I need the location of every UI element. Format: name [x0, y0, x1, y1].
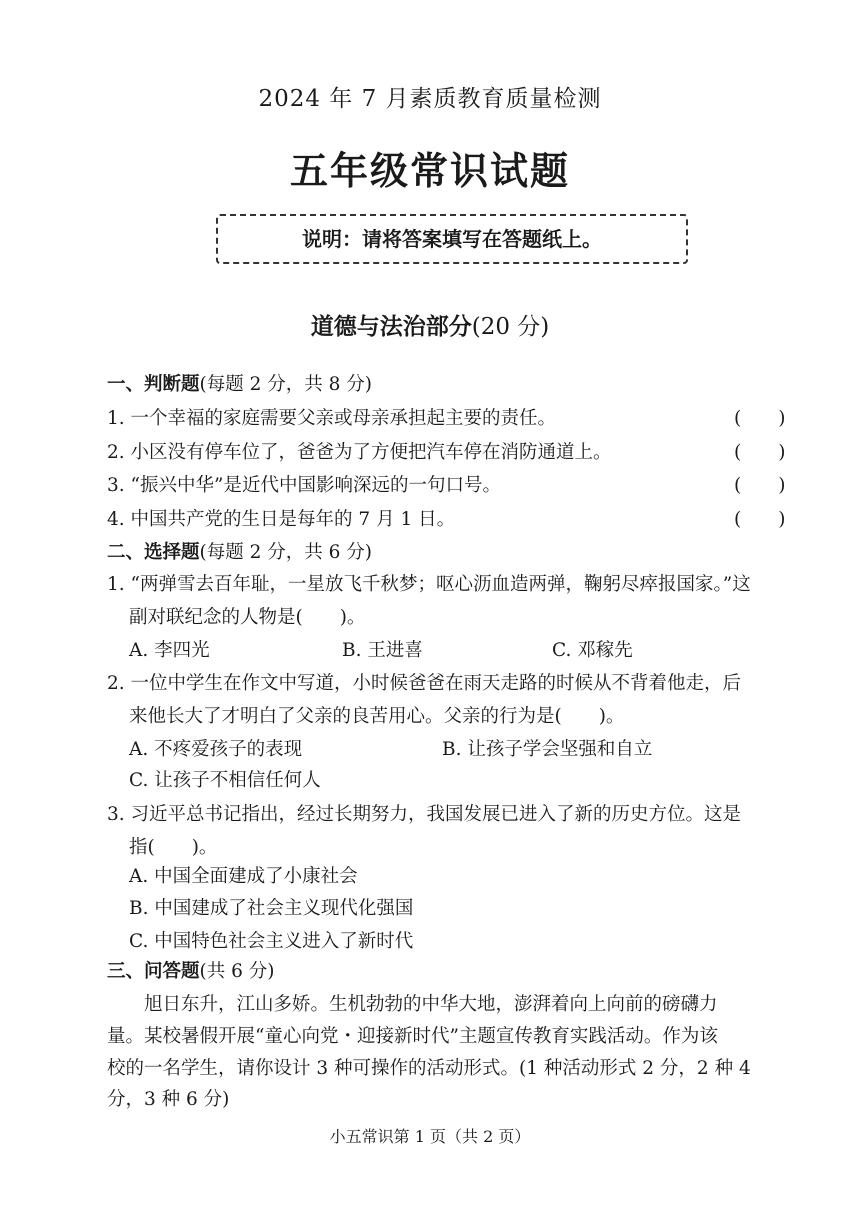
- choice-q3-line2: 指( )。: [129, 837, 218, 858]
- q2-option-a: A. 不疼爱孩子的表现: [129, 739, 303, 760]
- answer-blank-3: ( ): [734, 475, 786, 496]
- essay-line-4: 分，3 种 6 分): [107, 1089, 230, 1110]
- answer-blank-4: ( ): [734, 509, 786, 530]
- essay-line-2: 量。某校暑假开展“童心向党・迎接新时代”主题宣传教育实践活动。作为该: [107, 1026, 718, 1047]
- page-footer: 小五常识第 1 页（共 2 页）: [329, 1127, 531, 1146]
- instruction-box: [216, 214, 688, 264]
- part1-heading-label: 一、判断题: [107, 374, 200, 395]
- q1-option-b: B. 王进喜: [342, 640, 423, 661]
- essay-line-3: 校的一名学生，请你设计 3 种可操作的活动形式。(1 种活动形式 2 分，2 种 4: [107, 1058, 751, 1079]
- choice-q1-line2: 副对联纪念的人物是( )。: [129, 607, 366, 628]
- q3-option-b: B. 中国建成了社会主义现代化强国: [129, 898, 414, 919]
- part1-heading-note: (每题 2 分，共 8 分): [199, 374, 373, 395]
- choice-q2-line2: 来他长大了才明白了父亲的良苦用心。父亲的行为是( )。: [129, 706, 625, 727]
- q2-option-c: C. 让孩子不相信任何人: [129, 770, 321, 791]
- q1-option-c: C. 邓稼先: [552, 640, 633, 661]
- q3-option-c: C. 中国特色社会主义进入了新时代: [129, 931, 414, 952]
- judge-item-4: 4. 中国共产党的生日是每年的 7 月 1 日。: [107, 509, 456, 530]
- choice-q1-line1: 1. “两弹雪去百年耻，一星放飞千秋梦；呕心沥血造两弹，鞠躬尽瘁报国家。”这: [107, 574, 751, 595]
- q1-option-a: A. 李四光: [129, 640, 210, 661]
- exam-title: 五年级常识试题: [289, 149, 570, 193]
- part1-heading: [107, 370, 372, 396]
- judge-item-2: 2. 小区没有停车位了，爸爸为了方便把汽车停在消防通道上。: [107, 442, 612, 463]
- part3-heading: [107, 957, 274, 983]
- part2-heading-label: 二、选择题: [107, 542, 200, 563]
- part2-heading-note: (每题 2 分，共 6 分): [199, 542, 373, 563]
- section-score: (20 分): [471, 314, 550, 340]
- part3-heading-label: 三、问答题: [107, 961, 200, 982]
- judge-item-3: 3. “振兴中华”是近代中国影响深远的一句口号。: [107, 475, 501, 496]
- part2-heading: [107, 538, 372, 564]
- instruction-text: 说明：请将答案填写在答题纸上。: [302, 227, 602, 251]
- section-title: [0, 308, 860, 341]
- essay-line-1: 旭日东升，江山多娇。生机勃勃的中华大地，澎湃着向上向前的磅礴力: [144, 994, 718, 1015]
- section-name: 道德与法治部分: [310, 314, 472, 340]
- choice-q3-line1: 3. 习近平总书记指出，经过长期努力，我国发展已进入了新的历史方位。这是: [107, 804, 742, 825]
- part3-heading-note: (共 6 分): [199, 961, 275, 982]
- judge-item-1: 1. 一个幸福的家庭需要父亲或母亲承担起主要的责任。: [107, 408, 557, 429]
- q2-option-b: B. 让孩子学会坚强和自立: [442, 739, 653, 760]
- exam-header: 2024 年 7 月素质教育质量检测: [258, 86, 602, 112]
- answer-blank-2: ( ): [734, 442, 786, 463]
- q3-option-a: A. 中国全面建成了小康社会: [129, 866, 358, 887]
- choice-q2-line1: 2. 一位中学生在作文中写道，小时候爸爸在雨天走路的时候从不背着他走，后: [107, 673, 742, 694]
- answer-blank-1: ( ): [734, 408, 786, 429]
